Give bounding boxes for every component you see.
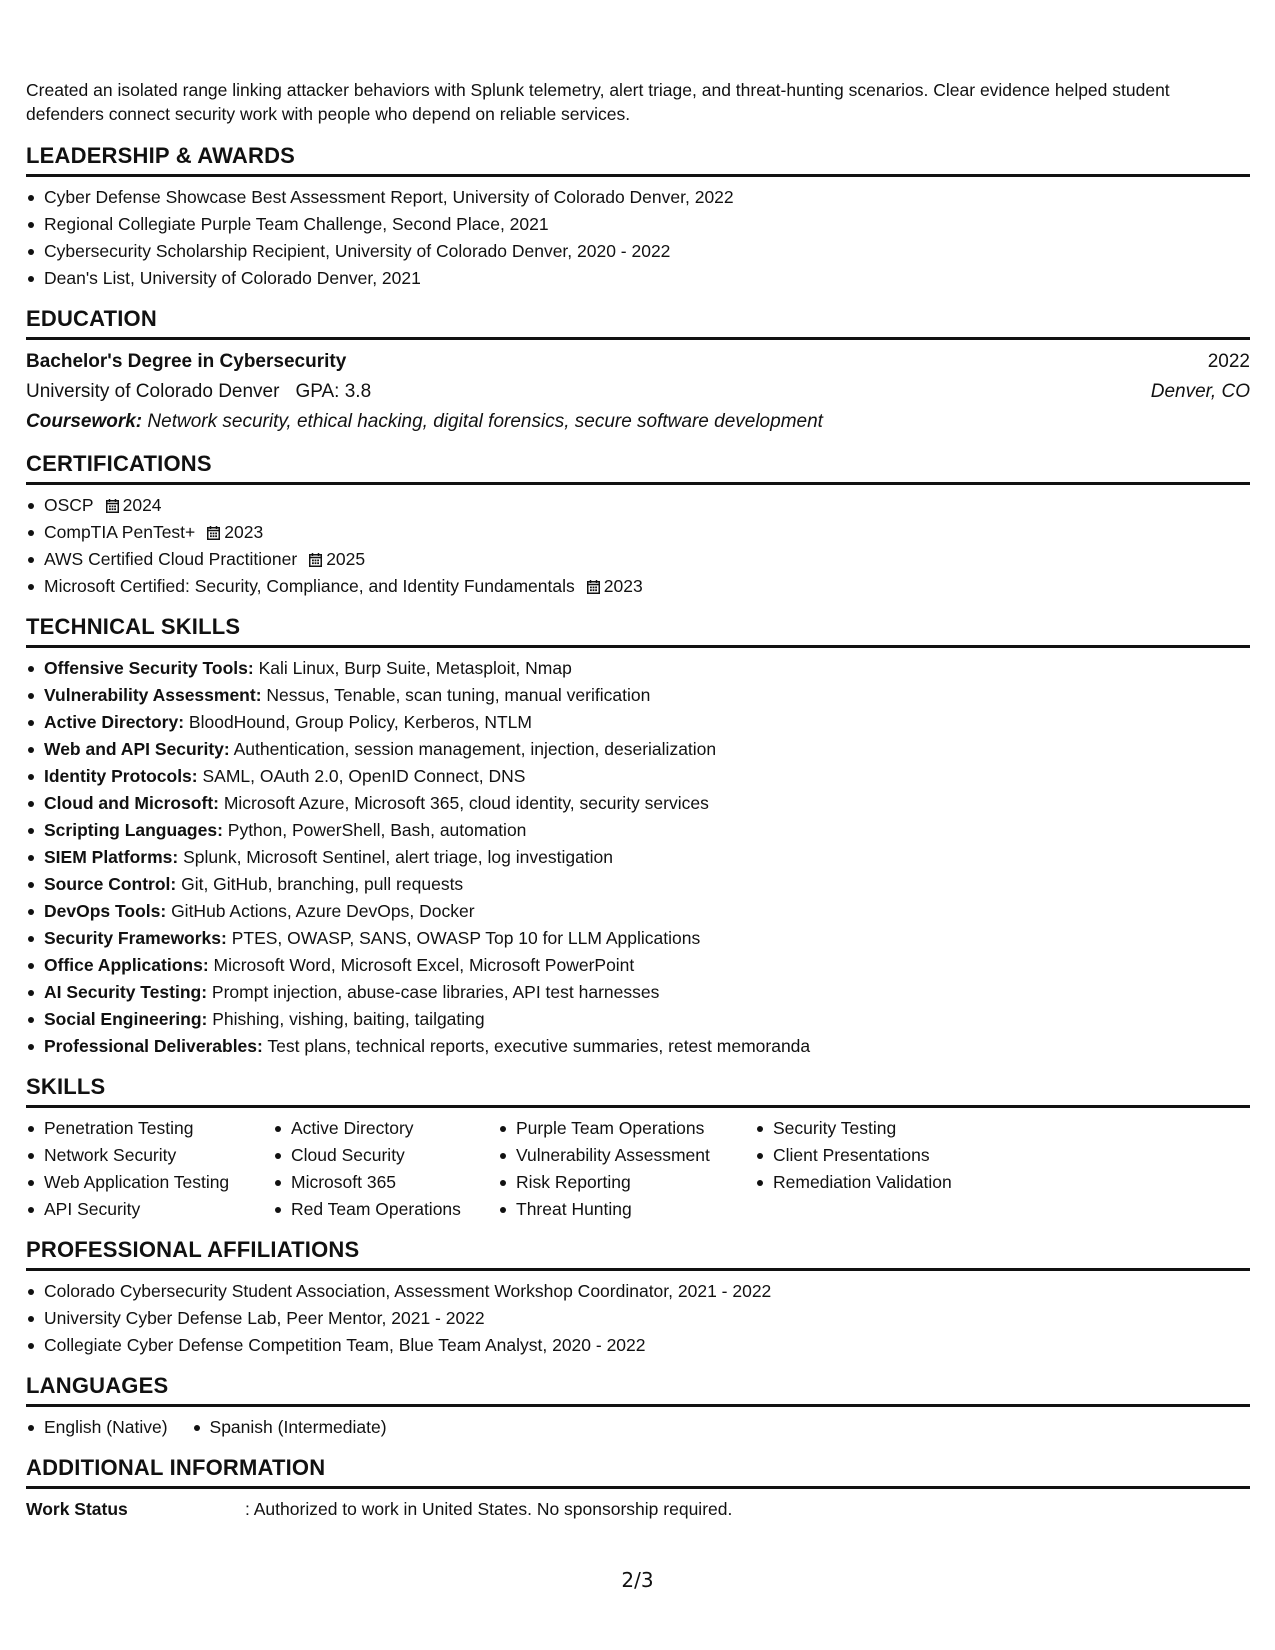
list-item: Web Application Testing bbox=[26, 1169, 273, 1196]
skill-category: Web and API Security: bbox=[44, 739, 230, 759]
coursework bbox=[26, 407, 823, 437]
calendar-icon bbox=[587, 580, 600, 594]
list-item bbox=[26, 1033, 1250, 1060]
list-item bbox=[26, 817, 1250, 844]
additional-info-section bbox=[26, 1454, 1250, 1523]
cert-year: 2023 bbox=[224, 522, 264, 542]
skill-values: Kali Linux, Burp Suite, Metasploit, Nmap bbox=[253, 658, 572, 678]
list-item bbox=[26, 925, 1250, 952]
languages-section bbox=[26, 1372, 1250, 1441]
skill-values: Nessus, Tenable, scan tuning, manual verification bbox=[261, 685, 651, 705]
section-title-certifications: CERTIFICATIONS bbox=[26, 450, 1250, 485]
skill-values: Git, GitHub, branching, pull requests bbox=[176, 874, 464, 894]
education-school-row bbox=[26, 377, 1250, 407]
skill-values: Phishing, vishing, baiting, tailgating bbox=[207, 1009, 485, 1029]
list-item bbox=[26, 709, 1250, 736]
skill-values: Microsoft Azure, Microsoft 365, cloud identity, security services bbox=[218, 793, 709, 813]
skill-values: BloodHound, Group Policy, Kerberos, NTLM bbox=[184, 712, 532, 732]
list-item bbox=[26, 736, 1250, 763]
list-item bbox=[26, 763, 1250, 790]
list-item: Purple Team Operations bbox=[498, 1115, 755, 1142]
leadership-section bbox=[26, 142, 1250, 292]
list-item: Dean's List, University of Colorado Denver, 2021 bbox=[26, 265, 1250, 292]
project-description: Created an isolated range linking attacker behaviors with Splunk telemetry, alert triage, and threat-hunting scenarios. Clear evidence helped student defenders connect security work with people who depend on reliable services. bbox=[26, 80, 1170, 124]
section-title-affiliations: PROFESSIONAL AFFILIATIONS bbox=[26, 1236, 1250, 1271]
resume-page bbox=[26, 78, 1250, 1536]
certifications-list bbox=[26, 492, 1250, 600]
section-title-leadership: LEADERSHIP & AWARDS bbox=[26, 142, 1250, 177]
list-item: Client Presentations bbox=[755, 1142, 1015, 1169]
list-item bbox=[26, 573, 1250, 600]
certifications-section bbox=[26, 450, 1250, 600]
skill-category: Cloud and Microsoft: bbox=[44, 793, 219, 813]
list-item: Risk Reporting bbox=[498, 1169, 755, 1196]
list-item bbox=[26, 519, 1250, 546]
list-item bbox=[26, 871, 1250, 898]
section-title-languages: LANGUAGES bbox=[26, 1372, 1250, 1407]
skill-values: SAML, OAuth 2.0, OpenID Connect, DNS bbox=[197, 766, 526, 786]
list-item: Collegiate Cyber Defense Competition Team, Blue Team Analyst, 2020 - 2022 bbox=[26, 1332, 1250, 1359]
work-status-row bbox=[26, 1496, 1250, 1523]
affiliations-section bbox=[26, 1236, 1250, 1359]
list-item bbox=[26, 979, 1250, 1006]
education-section bbox=[26, 305, 1250, 437]
languages-list bbox=[26, 1414, 1250, 1441]
skill-category: Source Control: bbox=[44, 874, 177, 894]
list-item: Red Team Operations bbox=[273, 1196, 498, 1223]
list-item bbox=[26, 898, 1250, 925]
skills-grid bbox=[26, 1115, 1250, 1223]
skills-column bbox=[26, 1115, 273, 1223]
skill-values: Microsoft Word, Microsoft Excel, Microsoft PowerPoint bbox=[208, 955, 635, 975]
list-item bbox=[26, 952, 1250, 979]
list-item: Remediation Validation bbox=[755, 1169, 1015, 1196]
degree-name: Bachelor's Degree in Cybersecurity bbox=[26, 351, 347, 372]
calendar-icon bbox=[106, 499, 119, 513]
cert-name: Microsoft Certified: Security, Compliance, and Identity Fundamentals bbox=[44, 576, 575, 596]
list-item: English (Native) bbox=[26, 1414, 168, 1441]
skill-values: Splunk, Microsoft Sentinel, alert triage, log investigation bbox=[178, 847, 614, 867]
skill-category: Active Directory: bbox=[44, 712, 185, 732]
list-item: Vulnerability Assessment bbox=[498, 1142, 755, 1169]
list-item: Microsoft 365 bbox=[273, 1169, 498, 1196]
technical-skills-list bbox=[26, 655, 1250, 1060]
skill-category: Professional Deliverables: bbox=[44, 1036, 263, 1056]
cert-name: OSCP bbox=[44, 495, 94, 515]
page-number: 2/3 bbox=[621, 1568, 654, 1592]
leadership-list bbox=[26, 184, 1250, 292]
list-item: University Cyber Defense Lab, Peer Mentor, 2021 - 2022 bbox=[26, 1305, 1250, 1332]
list-item: Cloud Security bbox=[273, 1142, 498, 1169]
list-item: Penetration Testing bbox=[26, 1115, 273, 1142]
cert-name: CompTIA PenTest+ bbox=[44, 522, 196, 542]
list-item bbox=[26, 655, 1250, 682]
technical-skills-section bbox=[26, 613, 1250, 1060]
skill-category: AI Security Testing: bbox=[44, 982, 208, 1002]
section-title-technical-skills: TECHNICAL SKILLS bbox=[26, 613, 1250, 648]
cert-name: AWS Certified Cloud Practitioner bbox=[44, 549, 298, 569]
list-item: Cybersecurity Scholarship Recipient, University of Colorado Denver, 2020 - 2022 bbox=[26, 238, 1250, 265]
graduation-year: 2022 bbox=[1207, 351, 1250, 372]
school-name: University of Colorado Denver bbox=[26, 381, 280, 402]
skills-column bbox=[273, 1115, 498, 1223]
list-item: Regional Collegiate Purple Team Challenge, Second Place, 2021 bbox=[26, 211, 1250, 238]
skills-section bbox=[26, 1073, 1250, 1223]
list-item bbox=[26, 546, 1250, 573]
skill-category: DevOps Tools: bbox=[44, 901, 167, 921]
skill-category: Vulnerability Assessment: bbox=[44, 685, 262, 705]
skill-category: SIEM Platforms: bbox=[44, 847, 179, 867]
work-status-value: : Authorized to work in United States. No sponsorship required. bbox=[245, 1499, 733, 1519]
list-item bbox=[26, 682, 1250, 709]
school-gpa-group bbox=[26, 377, 371, 407]
list-item: Network Security bbox=[26, 1142, 273, 1169]
affiliations-list bbox=[26, 1278, 1250, 1359]
skill-category: Scripting Languages: bbox=[44, 820, 223, 840]
skill-values: Prompt injection, abuse-case libraries, API test harnesses bbox=[207, 982, 660, 1002]
work-status-label: Work Status bbox=[26, 1499, 128, 1519]
section-title-education: EDUCATION bbox=[26, 305, 1250, 340]
skill-category: Identity Protocols: bbox=[44, 766, 198, 786]
list-item: Spanish (Intermediate) bbox=[192, 1414, 387, 1441]
section-title-additional-info: ADDITIONAL INFORMATION bbox=[26, 1454, 1250, 1489]
list-item bbox=[26, 790, 1250, 817]
coursework-text: Network security, ethical hacking, digital forensics, secure software development bbox=[147, 411, 823, 432]
list-item: Threat Hunting bbox=[498, 1196, 755, 1223]
cert-year: 2025 bbox=[326, 549, 366, 569]
list-item bbox=[26, 492, 1250, 519]
school-location: Denver, CO bbox=[1150, 381, 1250, 402]
list-item: Cyber Defense Showcase Best Assessment Report, University of Colorado Denver, 2022 bbox=[26, 184, 1250, 211]
list-item: Colorado Cybersecurity Student Association, Assessment Workshop Coordinator, 2021 - 2022 bbox=[26, 1278, 1250, 1305]
cert-year: 2024 bbox=[122, 495, 162, 515]
gpa: GPA: 3.8 bbox=[295, 381, 372, 402]
list-item bbox=[26, 1006, 1250, 1033]
skill-values: Test plans, technical reports, executive summaries, retest memoranda bbox=[262, 1036, 811, 1056]
skill-values: Authentication, session management, injection, deserialization bbox=[229, 739, 717, 759]
cert-year: 2023 bbox=[603, 576, 643, 596]
skill-category: Offensive Security Tools: bbox=[44, 658, 254, 678]
list-item: Active Directory bbox=[273, 1115, 498, 1142]
list-item bbox=[26, 844, 1250, 871]
coursework-label: Coursework: bbox=[26, 411, 143, 432]
skills-column bbox=[755, 1115, 1015, 1223]
skills-column bbox=[498, 1115, 755, 1223]
list-item: Security Testing bbox=[755, 1115, 1015, 1142]
skill-category: Security Frameworks: bbox=[44, 928, 227, 948]
skill-values: GitHub Actions, Azure DevOps, Docker bbox=[166, 901, 475, 921]
list-item: API Security bbox=[26, 1196, 273, 1223]
skill-values: Python, PowerShell, Bash, automation bbox=[222, 820, 527, 840]
skill-values: PTES, OWASP, SANS, OWASP Top 10 for LLM Applications bbox=[226, 928, 701, 948]
skill-category: Office Applications: bbox=[44, 955, 209, 975]
calendar-icon bbox=[207, 526, 220, 540]
skill-category: Social Engineering: bbox=[44, 1009, 208, 1029]
calendar-icon bbox=[309, 553, 322, 567]
education-degree-row bbox=[26, 347, 1250, 377]
section-title-skills: SKILLS bbox=[26, 1073, 1250, 1108]
coursework-row bbox=[26, 407, 1250, 437]
